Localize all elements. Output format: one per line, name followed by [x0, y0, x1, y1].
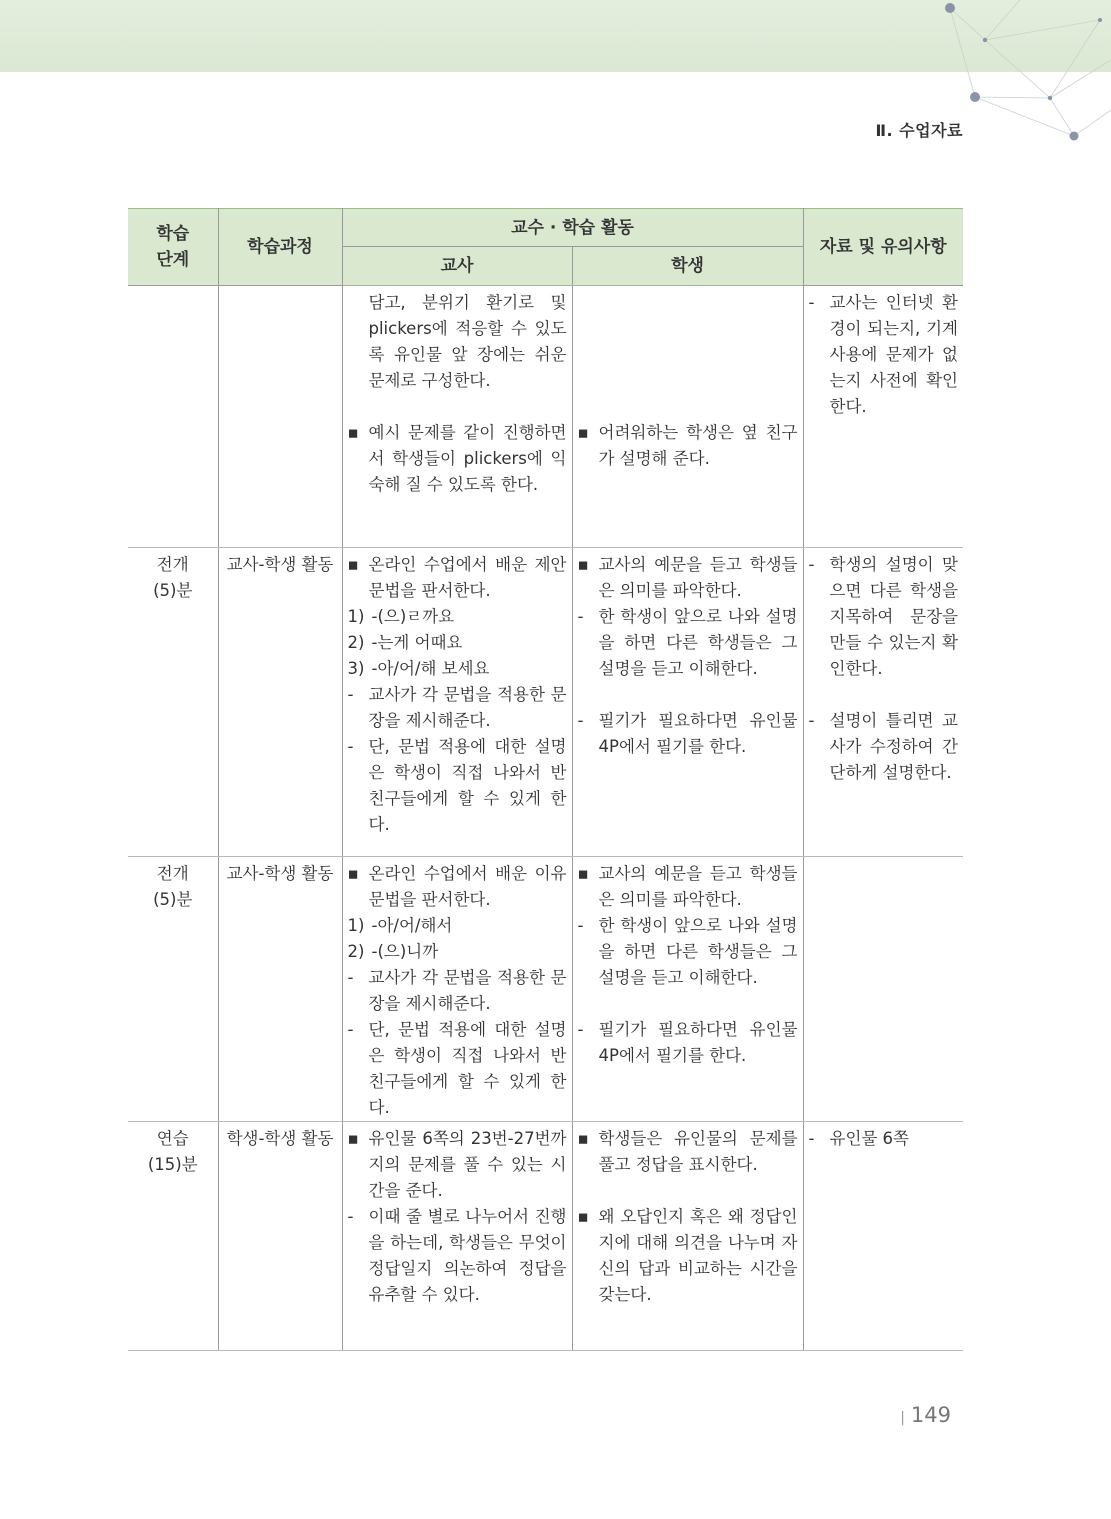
item-text: 단, 문법 적용에 대한 설명은 학생이 직접 나와서 반 친구들에게 할 수 있게 한다. — [368, 737, 567, 834]
teacher-item — [348, 1204, 567, 1308]
header-stage: 학습 단계 — [128, 209, 218, 286]
teacher-item — [348, 1126, 567, 1204]
spacer — [578, 682, 798, 708]
item-text: 예시 문제를 같이 진행하면서 학생들이 plickers에 익숙해 질 수 있도록 한다. — [368, 423, 567, 494]
process-cell: 학생-학생 활동 — [218, 1122, 342, 1351]
page-number: | 149 — [900, 1403, 951, 1427]
notes-cell — [803, 1122, 963, 1351]
teacher-item — [348, 552, 567, 604]
student-item — [578, 420, 798, 472]
teacher-cell — [342, 286, 572, 548]
student-item — [578, 552, 798, 604]
bullet-marker: - — [808, 711, 815, 730]
teacher-item — [348, 420, 567, 498]
notes-cell — [803, 857, 963, 1122]
teacher-item — [348, 939, 567, 965]
item-text: 교사는 인터넷 환경이 되는지, 기계 사용에 문제가 없는지 사전에 확인한다. — [829, 293, 958, 416]
item-text: 이때 줄 별로 나누어서 진행을 하는데, 학생들은 무엇이 정답일지 의논하여 정답을 유추할 수 있다. — [368, 1207, 567, 1304]
table-row — [128, 548, 963, 857]
item-text: 온라인 수업에서 배운 이유 문법을 판서한다. — [368, 864, 567, 909]
notes-item — [809, 1126, 959, 1152]
item-text: -아/어/해서 — [371, 916, 453, 935]
item-text: 담고, 분위기 환기로 및 plickers에 적응할 수 있도록 유인물 앞 장에는 쉬운 문제로 구성한다. — [368, 293, 567, 390]
item-text: -(으)니까 — [371, 942, 439, 961]
teacher-item — [348, 604, 567, 630]
teacher-item — [348, 965, 567, 1017]
bullet-marker: - — [808, 555, 815, 574]
teacher-item — [348, 1017, 567, 1121]
bullet-marker: ▪ — [347, 864, 359, 883]
student-cell — [572, 548, 803, 857]
student-item — [578, 708, 798, 760]
item-text: 필기가 필요하다면 유인물 4P에서 필기를 한다. — [598, 1020, 798, 1065]
bullet-marker: - — [347, 1207, 354, 1226]
bullet-marker: - — [577, 1020, 584, 1039]
notes-item — [809, 708, 959, 786]
item-text: 학생들은 유인물의 문제를 풀고 정답을 표시한다. — [598, 1129, 798, 1174]
bullet-marker: 2) — [347, 942, 365, 961]
header-student: 학생 — [572, 247, 803, 286]
bullet-marker: - — [347, 968, 354, 987]
notes-item — [809, 552, 959, 682]
spacer — [578, 394, 798, 420]
bullet-marker: - — [347, 1020, 354, 1039]
stage-cell: 연습 (15)분 — [128, 1122, 218, 1351]
student-item — [578, 913, 798, 991]
bullet-marker: - — [347, 685, 354, 704]
item-text: 교사의 예문을 듣고 학생들은 의미를 파악한다. — [598, 864, 798, 909]
bullet-marker: 3) — [347, 659, 365, 678]
student-item — [578, 604, 798, 682]
process-cell: 교사-학생 활동 — [218, 857, 342, 1122]
item-text: -아/어/해 보세요 — [371, 659, 490, 678]
stage-cell — [128, 286, 218, 548]
item-text: 설명이 틀리면 교사가 수정하여 간단하게 설명한다. — [829, 711, 958, 782]
bullet-marker: ▪ — [577, 1207, 589, 1226]
lesson-plan-table — [128, 208, 963, 1351]
table-row — [128, 1122, 963, 1351]
bullet-marker: ▪ — [577, 1129, 589, 1148]
teacher-cell — [342, 857, 572, 1122]
bullet-marker: - — [347, 737, 354, 756]
teacher-item — [348, 630, 567, 656]
bullet-marker: - — [808, 293, 815, 312]
item-text: 교사가 각 문법을 적용한 문장을 제시해준다. — [368, 685, 567, 730]
header-activity: 교수 · 학습 활동 — [342, 209, 803, 247]
spacer — [348, 394, 567, 420]
teacher-item — [348, 861, 567, 913]
item-text: -(으)ㄹ까요 — [371, 607, 455, 626]
spacer — [578, 342, 798, 368]
bullet-marker: 1) — [347, 607, 365, 626]
bullet-marker: ▪ — [347, 1129, 359, 1148]
student-cell — [572, 1122, 803, 1351]
spacer — [578, 316, 798, 342]
stage-cell: 전개 (5)분 — [128, 857, 218, 1122]
teacher-item — [348, 913, 567, 939]
notes-item — [809, 290, 959, 420]
process-cell: 교사-학생 활동 — [218, 548, 342, 857]
student-cell — [572, 857, 803, 1122]
notes-cell — [803, 548, 963, 857]
item-text: 유인물 6쪽의 23번-27번까지의 문제를 풀 수 있는 시간을 준다. — [368, 1129, 567, 1200]
student-item — [578, 1017, 798, 1069]
spacer — [809, 682, 959, 708]
item-text: 어려워하는 학생은 옆 친구가 설명해 준다. — [598, 423, 798, 468]
teacher-item — [348, 290, 567, 394]
bullet-marker: - — [577, 916, 584, 935]
header-teacher: 교사 — [342, 247, 572, 286]
teacher-cell — [342, 1122, 572, 1351]
item-text: 교사의 예문을 듣고 학생들은 의미를 파악한다. — [598, 555, 798, 600]
item-text: 단, 문법 적용에 대한 설명은 학생이 직접 나와서 반 친구들에게 할 수 있게 한다. — [368, 1020, 567, 1117]
teacher-cell — [342, 548, 572, 857]
student-cell — [572, 286, 803, 548]
item-text: 한 학생이 앞으로 나와 설명을 하면 다른 학생들은 그 설명을 듣고 이해한다. — [598, 607, 798, 678]
item-text: -는게 어때요 — [371, 633, 463, 652]
header-process: 학습과정 — [218, 209, 342, 286]
item-text: 유인물 6쪽 — [829, 1129, 909, 1148]
bullet-marker: 2) — [347, 633, 365, 652]
item-text: 필기가 필요하다면 유인물 4P에서 필기를 한다. — [598, 711, 798, 756]
bullet-marker: 1) — [347, 916, 365, 935]
notes-cell — [803, 286, 963, 548]
bullet-marker: ▪ — [577, 423, 589, 442]
item-text: 교사가 각 문법을 적용한 문장을 제시해준다. — [368, 968, 567, 1013]
header-notes: 자료 및 유의사항 — [803, 209, 963, 286]
section-title: Ⅱ. 수업자료 — [875, 121, 963, 140]
student-item — [578, 1204, 798, 1308]
teacher-item — [348, 734, 567, 838]
table-row — [128, 286, 963, 548]
student-item — [578, 861, 798, 913]
item-text: 한 학생이 앞으로 나와 설명을 하면 다른 학생들은 그 설명을 듣고 이해한다. — [598, 916, 798, 987]
item-text: 온라인 수업에서 배운 제안 문법을 판서한다. — [368, 555, 567, 600]
table-row — [128, 857, 963, 1122]
bullet-marker: - — [577, 711, 584, 730]
stage-cell: 전개 (5)분 — [128, 548, 218, 857]
bullet-marker: ▪ — [347, 555, 359, 574]
bullet-marker: ▪ — [577, 555, 589, 574]
spacer — [578, 1178, 798, 1204]
bullet-marker: - — [577, 607, 584, 626]
process-cell — [218, 286, 342, 548]
bullet-marker: ▪ — [347, 423, 359, 442]
bullet-marker: - — [808, 1129, 815, 1148]
teacher-item — [348, 656, 567, 682]
bullet-marker: ▪ — [577, 864, 589, 883]
item-text: 왜 오답인지 혹은 왜 정답인지에 대해 의견을 나누며 자신의 답과 비교하는 시간을 갖는다. — [598, 1207, 798, 1304]
spacer — [578, 368, 798, 394]
spacer — [578, 290, 798, 316]
item-text: 학생의 설명이 맞으면 다른 학생을 지목하여 문장을 만들 수 있는지 확인한다. — [829, 555, 958, 678]
student-item — [578, 1126, 798, 1178]
teacher-item — [348, 682, 567, 734]
spacer — [578, 991, 798, 1017]
